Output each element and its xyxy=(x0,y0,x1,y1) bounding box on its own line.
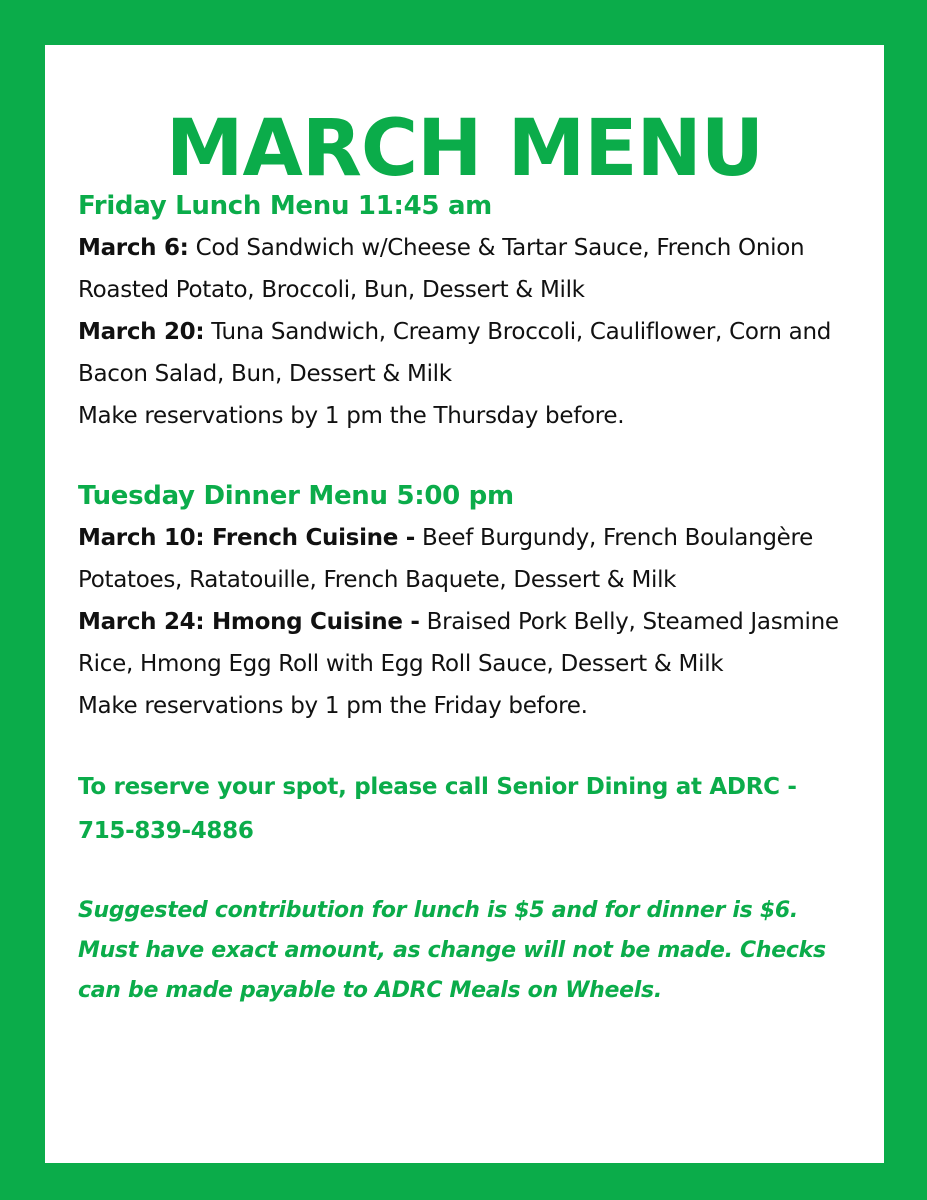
page-title: MARCH MENU xyxy=(165,104,764,194)
friday-reservation-note: Make reservations by 1 pm the Thursday before. xyxy=(78,403,625,429)
menu-item-date: March 10: French Cuisine - xyxy=(78,525,415,551)
tuesday-reservation-note: Make reservations by 1 pm the Friday before. xyxy=(78,693,588,719)
menu-item-date: March 20: xyxy=(78,319,205,345)
menu-item-date: March 6: xyxy=(78,235,189,261)
menu-item-march-20 xyxy=(78,311,858,395)
tuesday-dinner-heading: Tuesday Dinner Menu 5:00 pm xyxy=(78,481,514,511)
menu-item-march-24 xyxy=(78,601,858,685)
tuesday-dinner-section xyxy=(78,475,858,727)
reservation-contact: To reserve your spot, please call Senior Dining at ADRC - 715-839-4886 xyxy=(78,774,797,844)
menu-content xyxy=(78,185,858,1011)
menu-item-march-10 xyxy=(78,517,858,601)
contribution-note: Suggested contribution for lunch is $5 and for dinner is $6. Must have exact amount, as change will not be made. Checks can be made payable to ADRC Meals on Wheels. xyxy=(78,898,826,1003)
menu-card xyxy=(45,45,884,1163)
menu-item-march-6 xyxy=(78,227,858,311)
menu-item-description: Tuna Sandwich, Creamy Broccoli, Cauliflower, Corn and Bacon Salad, Bun, Dessert & Milk xyxy=(78,319,832,387)
friday-lunch-heading: Friday Lunch Menu 11:45 am xyxy=(78,191,492,221)
friday-lunch-section xyxy=(78,185,858,437)
menu-item-description: Beef Burgundy, French Boulangère Potatoes, Ratatouille, French Baquete, Dessert & Milk xyxy=(78,525,814,593)
menu-item-description: Braised Pork Belly, Steamed Jasmine Rice, Hmong Egg Roll with Egg Roll Sauce, Dessert & Milk xyxy=(78,609,839,677)
menu-item-date: March 24: Hmong Cuisine - xyxy=(78,609,420,635)
section-spacer xyxy=(78,853,858,891)
menu-item-description: Cod Sandwich w/Cheese & Tartar Sauce, French Onion Roasted Potato, Broccoli, Bun, Dessert & Milk xyxy=(78,235,805,303)
section-spacer xyxy=(78,727,858,765)
section-spacer xyxy=(78,437,858,475)
